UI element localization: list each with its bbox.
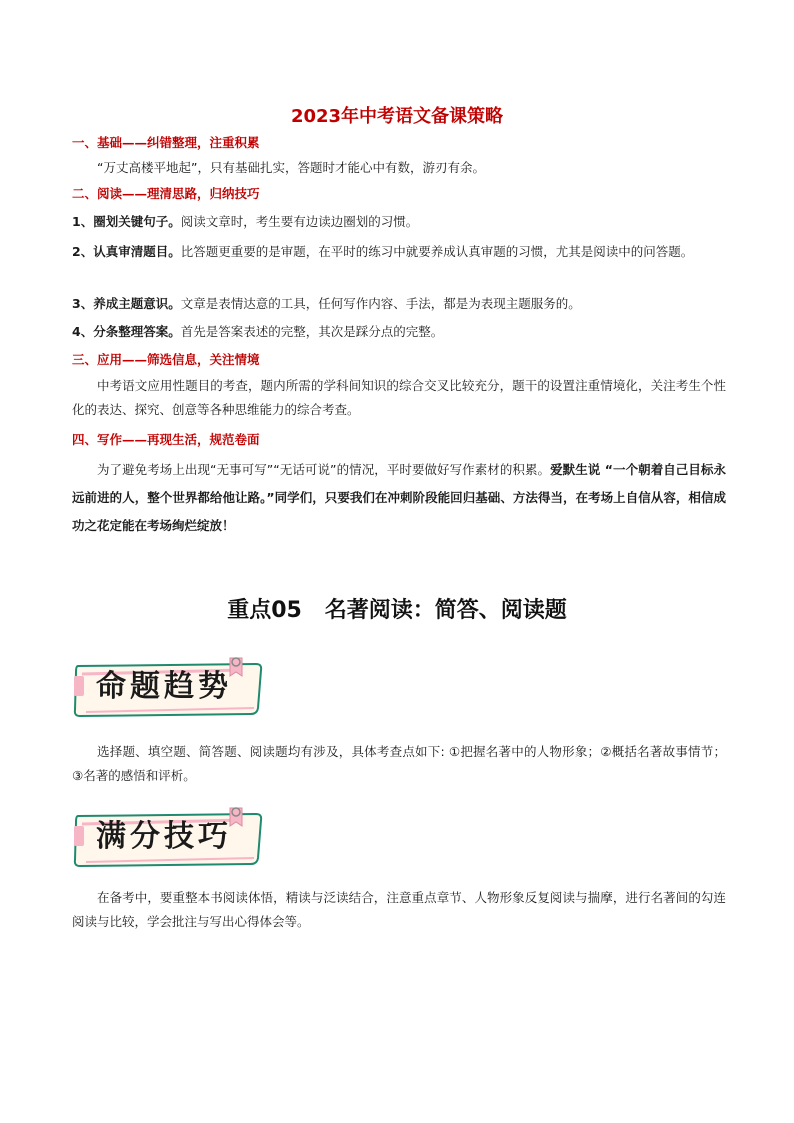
section-heading-basics: 一、基础——纠错整理，注重积累: [72, 135, 260, 150]
section-heading-reading: 二、阅读——理清思路，归纳技巧: [72, 186, 260, 201]
reading-item-4: [72, 320, 726, 344]
reading-item-1: [72, 210, 726, 234]
reading-item-2-text: 比答题更重要的是审题，在平时的练习中就要养成认真审题的习惯，尤其是阅读中的问答题。: [180, 244, 694, 259]
reading-item-3-lead: 3、养成主题意识。: [72, 296, 181, 311]
reading-item-4-lead: 4、分条整理答案。: [72, 324, 181, 339]
trend-paragraph: 选择题、填空题、简答题、阅读题均有涉及，具体考查点如下: ①把握名著中的人物形象；②概括名著故事情节；③名著的感悟和评析。: [72, 744, 726, 783]
reading-item-2-lead: 2、认真审清题目。: [72, 244, 181, 259]
reading-item-2: [72, 240, 726, 264]
banner-tips-label: 满分技巧: [96, 819, 232, 854]
reading-item-1-lead: 1、圈划关键句子。: [72, 214, 181, 229]
document-title: 2023年中考语文备课策略: [290, 106, 504, 127]
banner-tips: [72, 806, 268, 866]
banner-trend: [72, 656, 268, 716]
banner-trend-label: 命题趋势: [96, 669, 232, 704]
section-writing-paragraph: [72, 456, 726, 540]
section-heading-writing: 四、写作——再现生活，规范卷面: [72, 432, 260, 447]
reading-item-1-text: 阅读文章时，考生要有边读边圈划的习惯。: [180, 214, 419, 229]
tips-paragraph: 在备考中，要重整本书阅读体悟，精读与泛读结合，注意重点章节、人物形象反复阅读与揣摩，进行名著间的勾连阅读与比较，学会批注与写出心得体会等。: [72, 890, 726, 929]
section-heading-application: 三、应用——筛选信息，关注情境: [72, 352, 260, 367]
writing-plain-text: 为了避免考场上出现“无事可写”“无话可说”的情况，平时要做好写作素材的积累。: [97, 462, 551, 477]
reading-item-4-text: 首先是答案表述的完整，其次是踩分点的完整。: [180, 324, 444, 339]
main-title: 重点05 名著阅读：简答、阅读题: [227, 598, 567, 623]
section-application-paragraph: 中考语文应用性题目的考查，题内所需的学科间知识的综合交叉比较充分，题干的设置注重情境化，关注考生个性化的表达、探究、创意等各种思维能力的综合考查。: [72, 378, 726, 417]
writing-quote-text: 爱默生说 “一个朝着自己目标永远前进的人，整个世界都给他让路。”同学们，只要我们在冲刺阶段能回归基础、方法得当，在考场上自信从容，相信成功之花定能在考场绚烂绽放！: [72, 462, 726, 533]
section-basics-paragraph: “万丈高楼平地起”，只有基础扎实，答题时才能心中有数，游刃有余。: [97, 160, 485, 175]
reading-item-3: [72, 292, 726, 316]
reading-item-3-text: 文章是表情达意的工具，任何写作内容、手法，都是为表现主题服务的。: [180, 296, 581, 311]
